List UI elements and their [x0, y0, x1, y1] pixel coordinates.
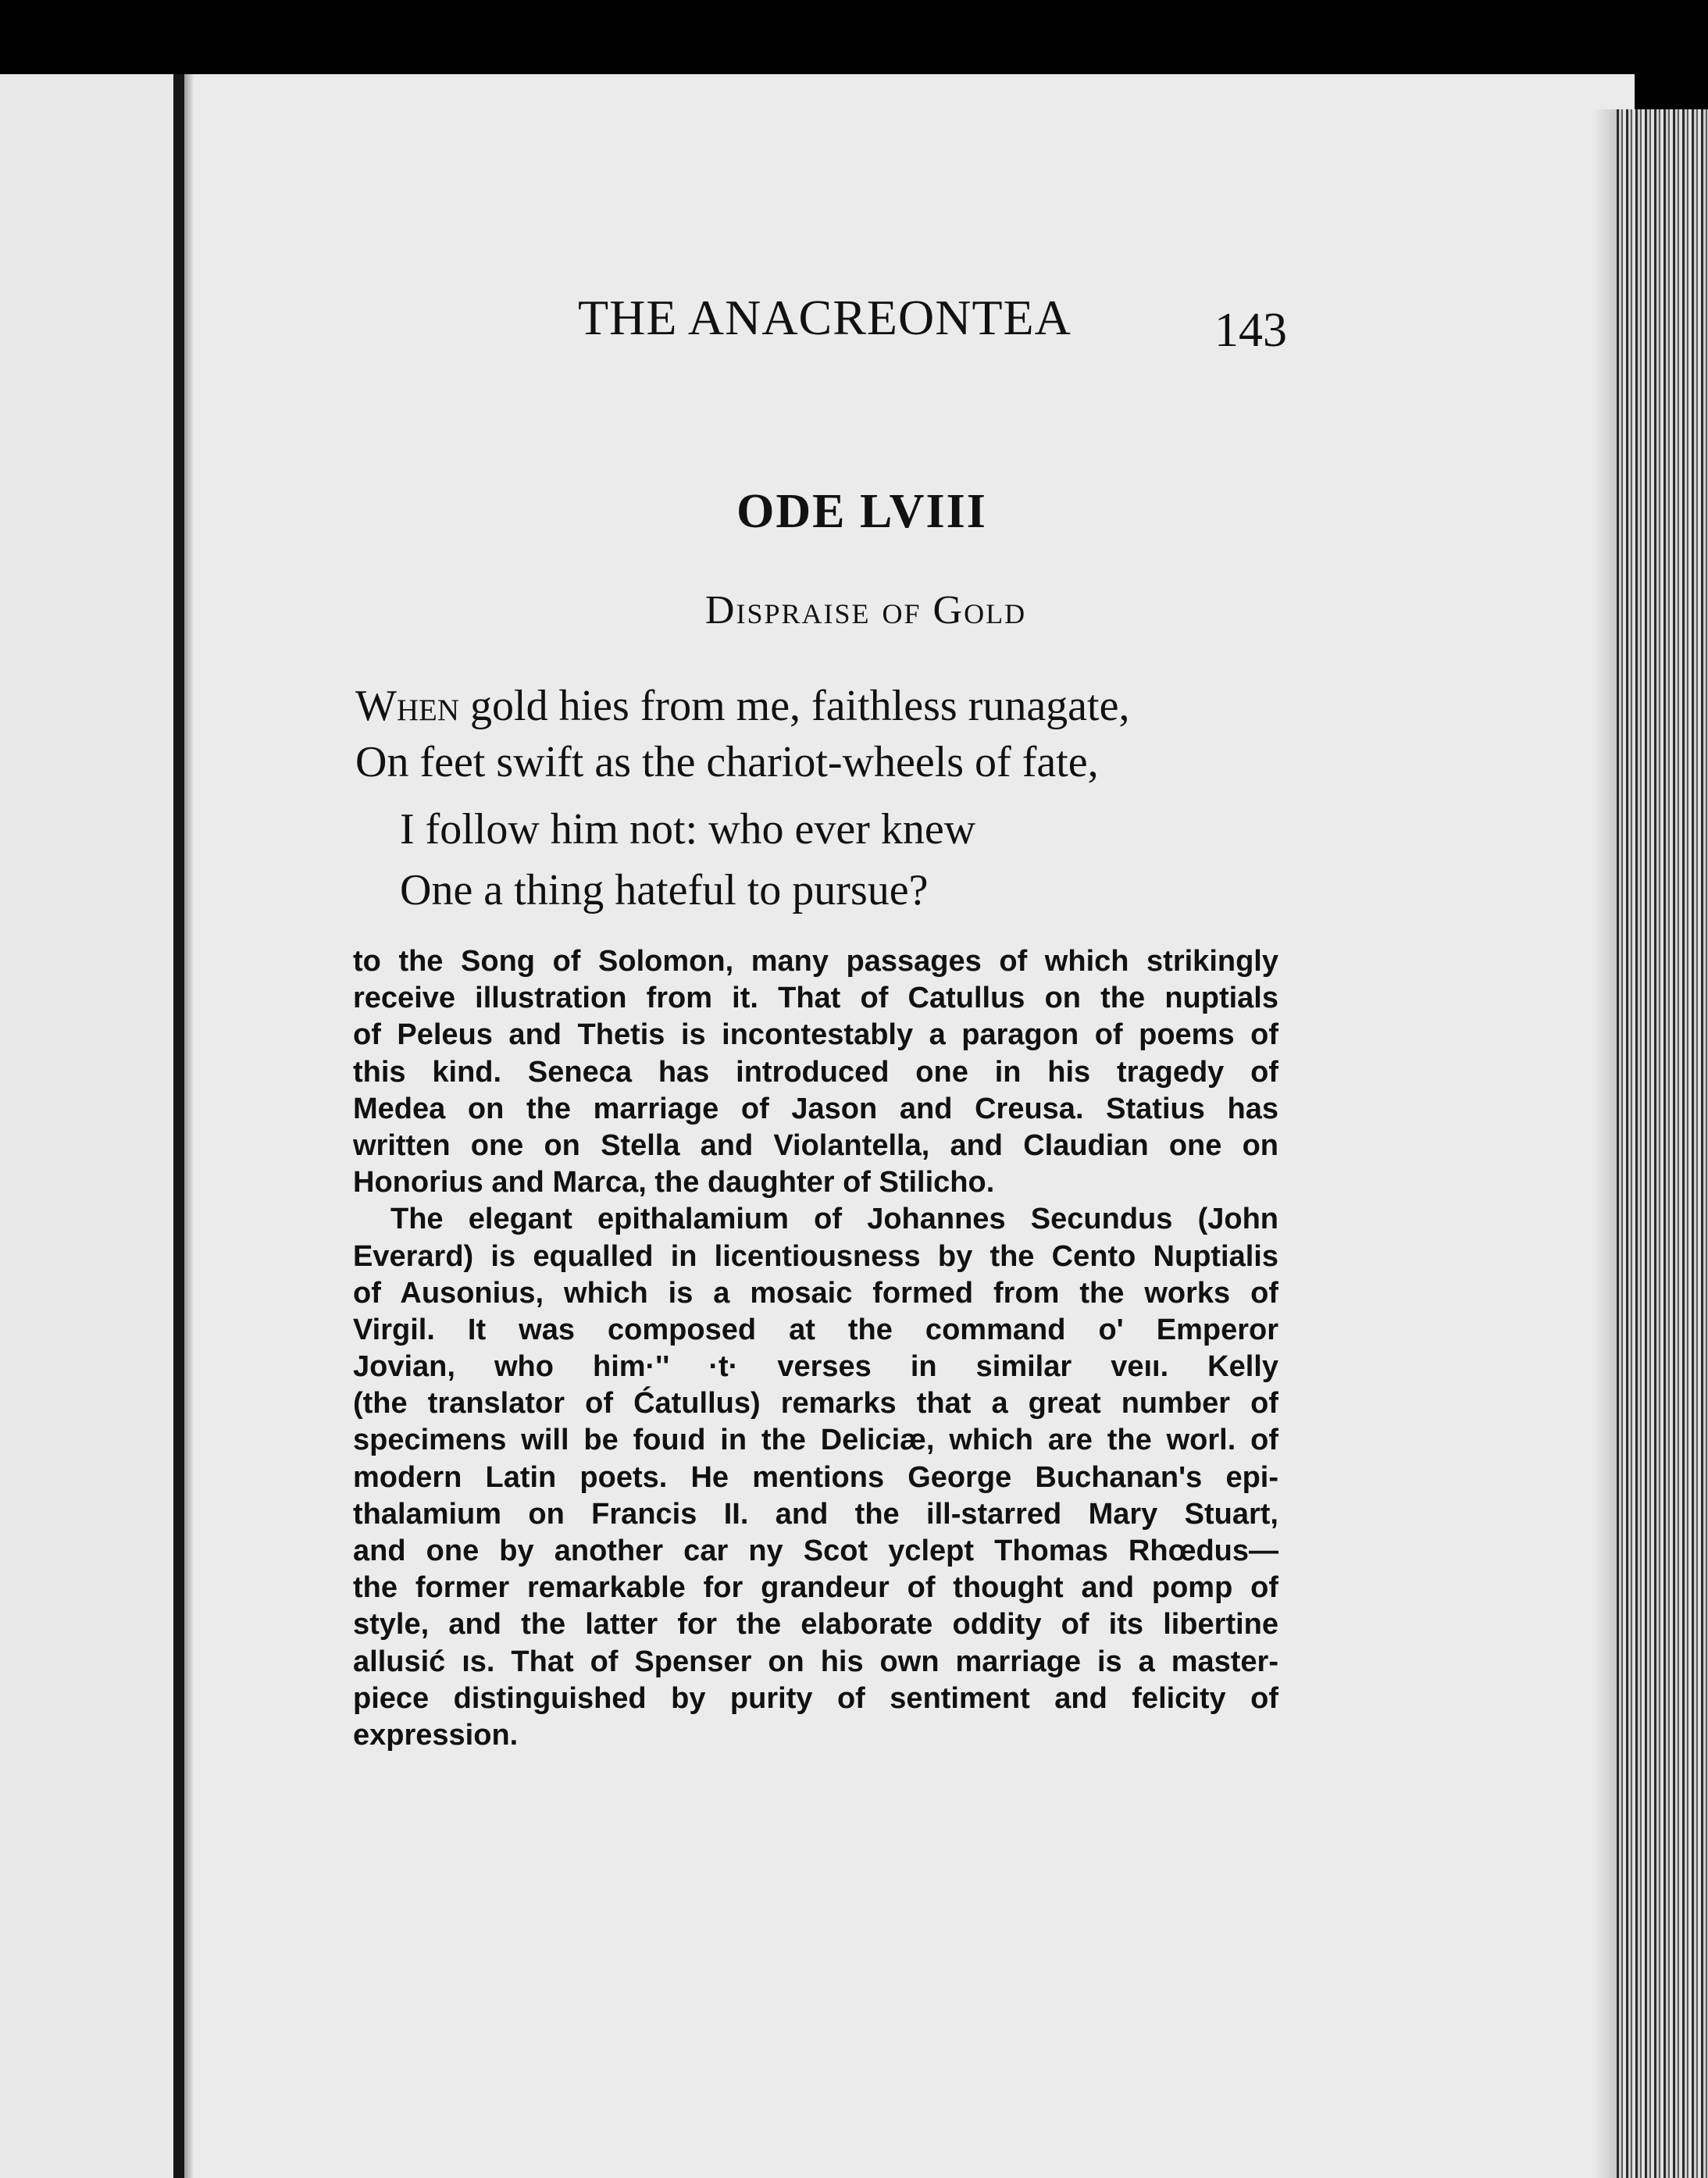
- note-line: style, and the latter for the elaborate oddity of its libertine: [353, 1608, 1278, 1642]
- verse-text: I follow him not: who ever knew: [400, 805, 976, 854]
- note-line: piece distinguished by purity of sentiment and felicity of: [353, 1681, 1278, 1715]
- note-line: Medea on the marriage of Jason and Creusa. Statius has: [353, 1092, 1278, 1125]
- verse-line-3: [400, 804, 975, 854]
- gutter-shadow: [184, 74, 194, 2178]
- previous-page-edge: [0, 74, 184, 2178]
- running-head: THE ANACREONTEA: [578, 290, 1072, 345]
- note-line: of Peleus and Thetis is incontestably a paragon of poems of: [353, 1018, 1278, 1052]
- ode-subtitle: Dispraise of Gold: [704, 588, 1027, 633]
- footnote-block: [353, 943, 1278, 1754]
- note-line: expression.: [353, 1718, 519, 1752]
- note-line: and one by another car ny Scot yclept Thomas Rhœdus—: [353, 1535, 1278, 1567]
- note-line: Honorius and Marca, the daughter of Stilicho.: [353, 1166, 995, 1200]
- note-line: Everard) is equalled in licentiousness by the Cento Nuptialis: [353, 1239, 1278, 1273]
- note-line: thalamium on Francis II. and the ill-starred Mary Stuart,: [353, 1497, 1278, 1531]
- note-line: the former remarkable for grandeur of thought and pomp of: [353, 1571, 1278, 1605]
- verse-text: One a thing hateful to pursue?: [400, 866, 929, 914]
- note-line: modern Latin poets. He mentions George Buchanan's epi-: [353, 1460, 1278, 1494]
- note-line: to the Song of Solomon, many passages of which strikingly: [353, 945, 1278, 978]
- verse-line-2: [355, 737, 1099, 787]
- verse-text: On feet swift as the chariot-wheels of fate,: [355, 738, 1099, 786]
- page-edges-stack: [1617, 109, 1708, 2178]
- verse-initial-word: When: [355, 682, 460, 730]
- verse-line-4: [400, 865, 928, 915]
- page-number: 143: [1214, 304, 1287, 357]
- note-line: Virgil. It was composed at the command o' Emperor: [353, 1313, 1278, 1346]
- note-line: Jovian, who him·'' ·t· verses in similar veıı. Kelly: [353, 1350, 1278, 1384]
- note-line: this kind. Seneca has introduced one in his tragedy of: [353, 1055, 1278, 1089]
- verse-line-1: [355, 681, 1129, 731]
- note-line: (the translator of Ćatullus) remarks that a great number of: [353, 1387, 1278, 1421]
- note-line: specimens will be fouıd in the Deliciæ, which are the worl. of: [353, 1424, 1278, 1457]
- note-line: written one on Stella and Violantella, and Claudian one on: [353, 1128, 1278, 1162]
- book-gutter: [173, 74, 184, 2178]
- verse-text: gold hies from me, faithless runagate,: [459, 682, 1130, 730]
- note-line: The elegant epithalamium of Johannes Secundus (John: [390, 1203, 1278, 1236]
- note-line: receive illustration from it. That of Catullus on the nuptials: [353, 982, 1278, 1015]
- note-line: of Ausonius, which is a mosaic formed from the works of: [353, 1276, 1278, 1310]
- note-line: allusić ıs. That of Spenser on his own marriage is a master-: [353, 1645, 1278, 1678]
- ode-title: ODE LVIII: [736, 485, 987, 538]
